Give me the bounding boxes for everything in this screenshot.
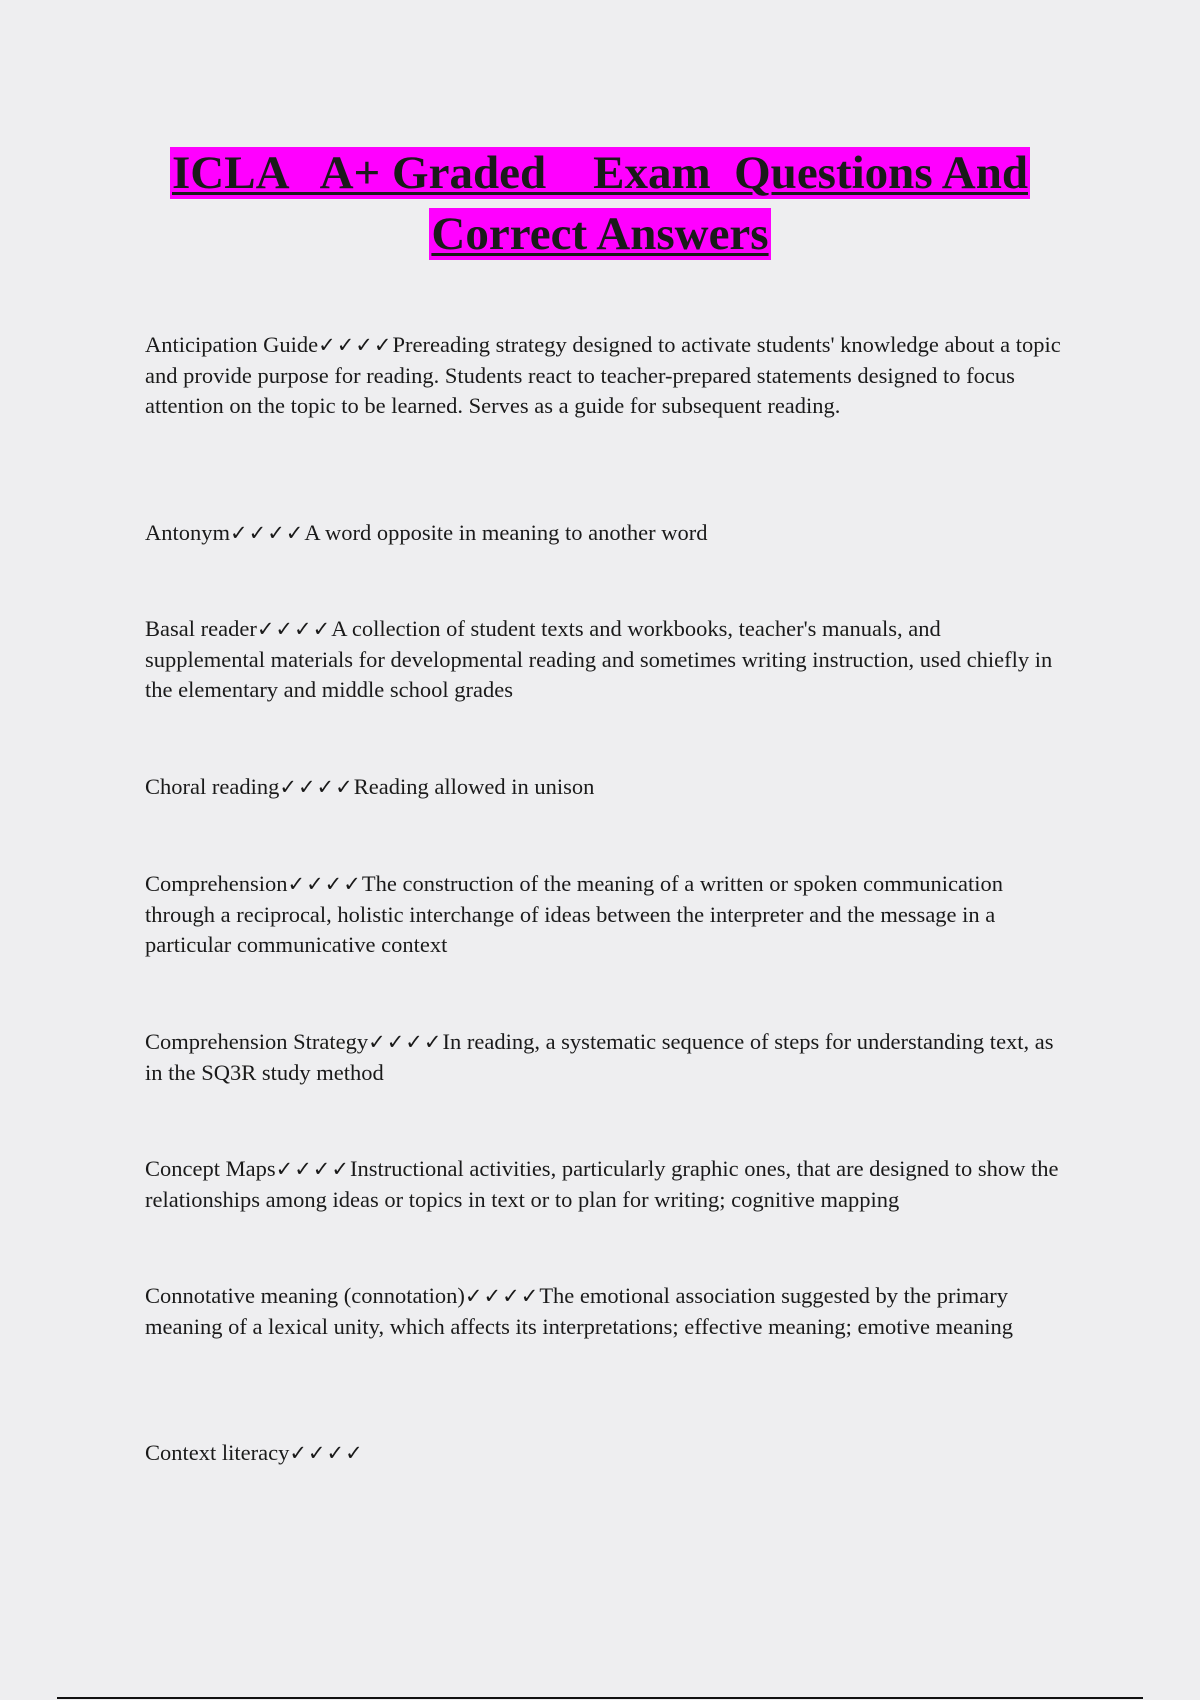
title-line-2: Correct Answers: [431, 208, 769, 260]
entry-term: Comprehension: [145, 871, 288, 896]
check-marks-icon: ✓✓✓✓: [464, 1284, 540, 1308]
entry-term: Basal reader: [145, 616, 257, 641]
entry-context-literacy: [145, 1438, 1065, 1469]
entry-basal-reader: [145, 614, 1065, 706]
check-marks-icon: ✓✓✓✓: [279, 775, 354, 799]
entry-term: Connotative meaning (connotation): [145, 1283, 465, 1308]
entry-anticipation-guide: [145, 330, 1065, 422]
check-marks-icon: ✓✓✓✓: [318, 333, 393, 357]
entry-term: Choral reading: [145, 774, 280, 799]
entry-comprehension: [145, 869, 1065, 961]
entry-definition: Prereading strategy designed to activate students' knowledge about a topic and provide purpose for reading. Students react to teacher-prepared statements designed to focus attention on the topic to be learned. Serves as a guide for subsequent reading.: [145, 332, 1061, 418]
check-marks-icon: ✓✓✓✓: [289, 1441, 364, 1465]
entry-term: Anticipation Guide: [145, 332, 319, 357]
entry-definition: The emotional association suggested by the primary meaning of a lexical unity, which affects its interpretations; effective meaning; emotive meaning: [145, 1283, 1014, 1339]
entry-connotative-meaning: [145, 1281, 1065, 1342]
entry-concept-maps: [145, 1154, 1065, 1215]
entry-definition: The construction of the meaning of a written or spoken communication through a reciprocal, holistic interchange of ideas between the interpreter and the message in a particular communicative context: [145, 871, 1003, 957]
entry-definition: A word opposite in meaning to another word: [304, 520, 708, 545]
footer-divider: [57, 1697, 1143, 1699]
check-marks-icon: ✓✓✓✓: [368, 1030, 443, 1054]
check-marks-icon: ✓✓✓✓: [275, 1157, 350, 1181]
entry-definition: Reading allowed in unison: [353, 774, 595, 799]
entry-choral-reading: [145, 772, 1065, 803]
entry-term: Comprehension Strategy: [145, 1029, 369, 1054]
entry-term: Concept Maps: [145, 1156, 276, 1181]
entry-term: Context literacy: [145, 1440, 290, 1465]
entry-antonym: [145, 518, 1065, 549]
entry-definition: Instructional activities, particularly graphic ones, that are designed to show the relationships among ideas or topics in text or to plan for writing; cognitive mapping: [145, 1156, 1059, 1212]
check-marks-icon: ✓✓✓✓: [256, 617, 332, 641]
entry-definition: A collection of student texts and workbooks, teacher's manuals, and supplemental materials for developmental reading and sometimes writing instruction, used chiefly in the elementary and middle school grades: [145, 616, 1053, 702]
title-line-1: ICLA A+ Graded Exam Questions And: [172, 147, 1028, 199]
entry-comprehension-strategy: [145, 1027, 1065, 1088]
document-title: [100, 143, 1100, 265]
check-marks-icon: ✓✓✓✓: [287, 872, 362, 896]
entry-definition: In reading, a systematic sequence of steps for understanding text, as in the SQ3R study method: [145, 1029, 1054, 1085]
check-marks-icon: ✓✓✓✓: [230, 521, 305, 545]
entry-term: Antonym: [145, 520, 231, 545]
